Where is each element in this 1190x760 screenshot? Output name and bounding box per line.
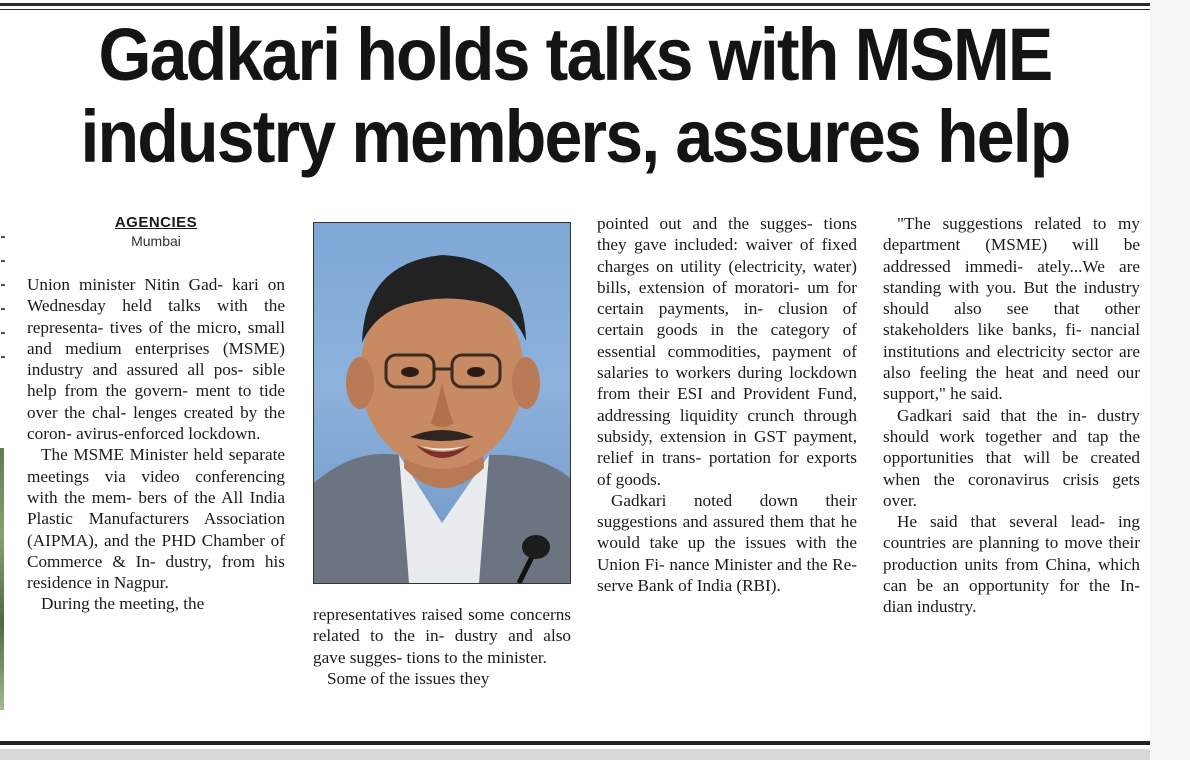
- top-rule-thin: [0, 9, 1150, 10]
- article-column-1: [27, 274, 285, 615]
- adjacent-column-fragment: [0, 214, 6, 374]
- headline-line-1: Gadkari holds talks with MSME: [98, 13, 1052, 96]
- minister-photo: [313, 222, 571, 584]
- headline-line-2: industry members, assures help: [80, 95, 1070, 178]
- dateline: Mumbai: [131, 233, 181, 249]
- paragraph: The MSME Minister held separate meetings via video conferencing with the mem- bers of the All India Plastic Manufacturers Association (AIPMA), and the PHD Chamber of Commerce & In- dustry, from his residence in Nagpur.: [27, 445, 285, 593]
- paragraph: "The suggestions related to my department (MSME) will be addressed immedi- ately...We are standing with you. But the industry should also see that other stakeholders like banks, fi- nancial institutions and electricity sector are also feeling the heat and need our support," he said.: [883, 214, 1140, 404]
- paragraph: Some of the issues they: [327, 668, 490, 688]
- article-column-3: [597, 213, 857, 596]
- headline: [46, 14, 1104, 178]
- bottom-rule: [0, 741, 1150, 745]
- paragraph: Gadkari said that the in- dustry should work together and tap the opportunities that will be created when the coronavirus crisis gets over.: [883, 405, 1140, 510]
- page-margin: [1150, 0, 1190, 760]
- byline-block: [96, 214, 216, 249]
- paragraph: Gadkari noted down their suggestions and assured them that he would take up the issues with the Union Fi- nance Minister and the Re- serve Bank of India (RBI).: [597, 490, 857, 596]
- paragraph: He said that several lead- ing countries are planning to move their production units from China, which can be an opportunity for the In- dian industry.: [883, 512, 1140, 617]
- paragraph: representatives raised some concerns related to the in- dustry and also gave sugges- tions to the minister.: [313, 605, 571, 667]
- paragraph: Union minister Nitin Gad- kari on Wednesday held talks with the representa- tives of the micro, small and medium enterprises (MSME) industry and assured all pos- sible help from the govern- ment to tide over the chal- lenges created by the coron- avirus-enforced lockdown.: [27, 275, 285, 444]
- adjacent-photo-edge: [0, 448, 4, 710]
- page-gutter: [0, 749, 1150, 760]
- byline-agency: AGENCIES: [114, 214, 198, 231]
- portrait-illustration: [314, 223, 570, 583]
- top-rule: [0, 3, 1150, 6]
- article-column-2: [313, 604, 571, 689]
- article-column-4: [883, 213, 1140, 618]
- paragraph: pointed out and the sugges- tions they gave included: waiver of fixed charges on utility (electricity, water) bills, extension of moratori- um for certain payments, in- clusion of certain goods in the category of essential commodities, payment of salaries to workers during lockdown from their ESI and Provident Fund, addressing liquidity crunch through subsidy, extension in GST payment, relief in trans- portation for exports of goods.: [597, 214, 857, 489]
- paragraph: During the meeting, the: [41, 594, 205, 614]
